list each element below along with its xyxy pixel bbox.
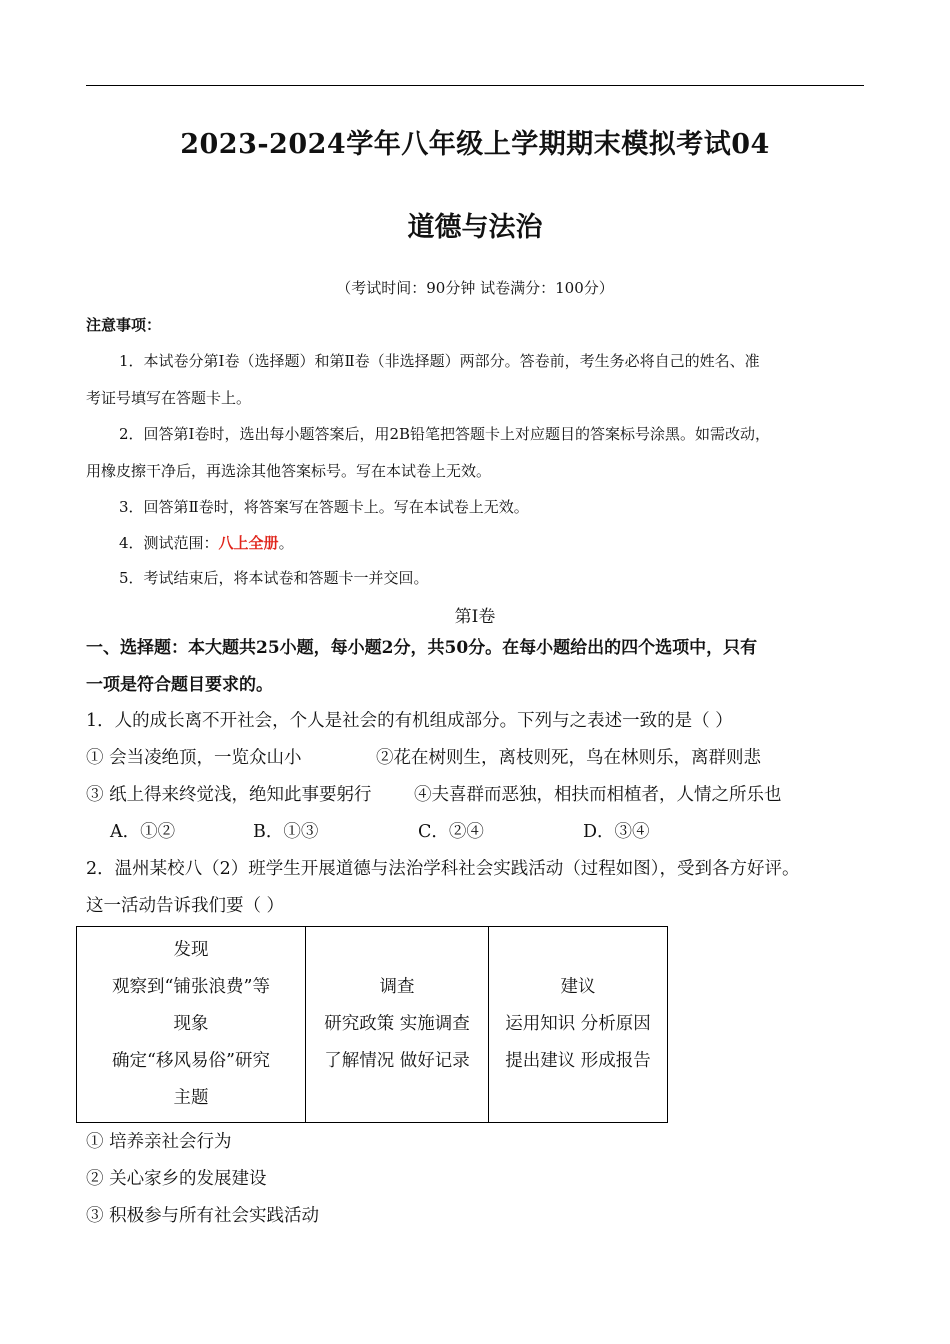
q2-statement-2: ② 关心家乡的发展建设 — [86, 1169, 267, 1189]
part-label: 第Ⅰ卷 — [454, 607, 496, 627]
process-suggest-cell — [489, 927, 668, 1123]
note-1-line-2: 考证号填写在答题卡上。 — [86, 389, 252, 407]
note-3: 3．回答第Ⅱ卷时，将答案写在答题卡上。写在本试卷上无效。 — [119, 498, 529, 516]
q2-stem-line-1: 2．温州某校八（2）班学生开展道德与法治学科社会实践活动（过程如图），受到各方好评。 — [86, 859, 800, 879]
notes-heading: 注意事项： — [86, 316, 162, 334]
suggest-text-1: 运用知识 分析原因 — [505, 1014, 651, 1034]
note-4-prefix: 4．测试范围： — [119, 534, 219, 552]
section-heading-line-1: 一、选择题：本大题共25小题，每小题2分，共50分。在每小题给出的四个选项中，只有 — [86, 638, 758, 658]
test-range: 八上全册 — [218, 534, 279, 552]
q2-stem-line-2: 这一活动告诉我们要（ ） — [86, 896, 285, 916]
process-survey-cell — [306, 927, 489, 1123]
discover-text-2: 现象 — [173, 1014, 209, 1034]
process-discover-cell — [77, 927, 306, 1123]
suggest-heading: 建议 — [560, 977, 596, 997]
note-5: 5．考试结束后，将本试卷和答题卡一并交回。 — [119, 569, 429, 587]
discover-text-3: 确定“移风易俗”研究 — [112, 1051, 270, 1071]
suggest-text-2: 提出建议 形成报告 — [505, 1051, 651, 1071]
discover-text-1: 观察到“铺张浪费”等 — [112, 977, 270, 997]
section-heading-line-2: 一项是符合题目要求的。 — [86, 675, 273, 695]
survey-text-2: 了解情况 做好记录 — [324, 1051, 470, 1071]
exam-info: （考试时间：90分钟 试卷满分：100分） — [336, 279, 614, 297]
header-rule — [86, 85, 864, 86]
discover-text-4: 主题 — [173, 1088, 209, 1108]
discover-heading: 发现 — [173, 940, 209, 960]
note-1-line-1: 1．本试卷分第Ⅰ卷（选择题）和第Ⅱ卷（非选择题）两部分。答卷前，考生务必将自己的姓名、准 — [119, 352, 760, 370]
q1-statement-4: ④夫喜群而恶独，相扶而相植者，人情之所乐也 — [414, 785, 782, 805]
activity-process-table — [76, 926, 668, 1123]
exam-subject: 道德与法治 — [407, 212, 543, 243]
q1-option-b[interactable]: B．①③ — [253, 822, 319, 842]
q2-statement-3: ③ 积极参与所有社会实践活动 — [86, 1206, 320, 1226]
exam-title: 2023-2024学年八年级上学期期末模拟考试04 — [180, 129, 770, 160]
q1-stem: 1．人的成长离不开社会，个人是社会的有机组成部分。下列与之表述一致的是（ ） — [86, 711, 733, 731]
q1-option-d[interactable]: D．③④ — [583, 822, 650, 842]
survey-text-1: 研究政策 实施调查 — [324, 1014, 470, 1034]
note-2-line-1: 2．回答第Ⅰ卷时，选出每小题答案后，用2B铅笔把答题卡上对应题目的答案标号涂黑。如需改动， — [119, 425, 771, 443]
q1-option-c[interactable]: C．②④ — [418, 822, 484, 842]
note-2-line-2: 用橡皮擦干净后，再选涂其他答案标号。写在本试卷上无效。 — [86, 462, 492, 480]
q2-statement-1: ① 培养亲社会行为 — [86, 1132, 232, 1152]
note-4 — [119, 532, 294, 553]
note-4-suffix: 。 — [278, 534, 294, 552]
q1-option-a[interactable]: A．①② — [110, 822, 176, 842]
q1-statement-2: ②花在树则生，离枝则死，鸟在林则乐，离群则悲 — [376, 748, 761, 768]
q1-statement-3: ③ 纸上得来终觉浅，绝知此事要躬行 — [86, 785, 372, 805]
survey-heading: 调查 — [379, 977, 415, 997]
q1-statement-1: ① 会当凌绝顶，一览众山小 — [86, 748, 302, 768]
